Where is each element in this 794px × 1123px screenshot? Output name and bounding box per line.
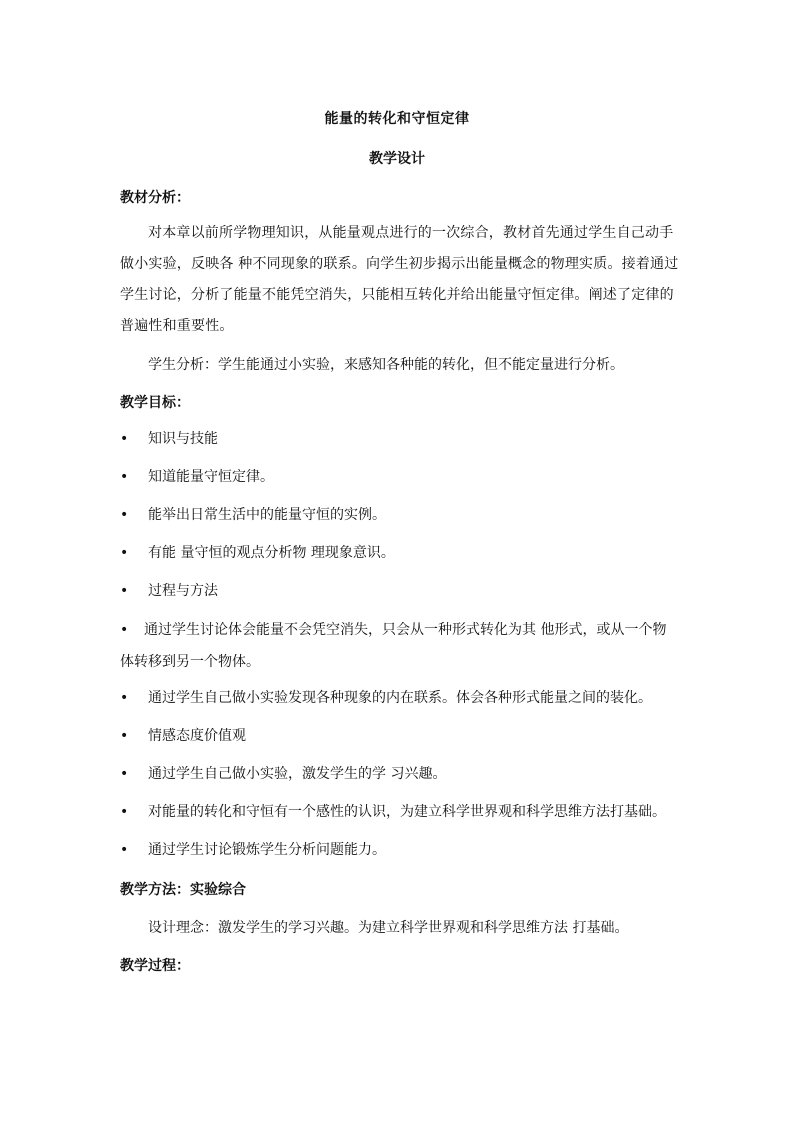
list-item-text: 对能量的转化和守恒有一个感性的认识，为建立科学世界观和科学思维方法打基础。: [148, 804, 666, 820]
paragraph-student-analysis: 学生分析：学生能通过小实验，来感知各种能的转化，但不能定量进行分析。: [148, 357, 624, 373]
list-item: [120, 759, 680, 790]
bullet-icon: •: [120, 766, 129, 782]
bullet-icon: •: [120, 469, 129, 485]
list-item: [120, 797, 680, 828]
list-item-text: 情感态度价值观: [148, 728, 246, 744]
heading-teaching-process: 教学过程：: [120, 958, 190, 974]
bullet-icon: •: [120, 507, 129, 523]
bullet-icon: •: [120, 545, 129, 561]
list-item-text: 知道能量守恒定律。: [148, 469, 274, 485]
list-item: [120, 424, 680, 455]
list-item-text: 通过学生讨论锻炼学生分析问题能力。: [148, 842, 386, 858]
list-item-text: 通过学生自己做小实验发现各种现象的内在联系。体会各种形式能量之间的装化。: [148, 690, 652, 706]
list-item: [120, 576, 680, 607]
bullet-icon: •: [120, 804, 129, 820]
list-item: [120, 683, 680, 714]
list-item-text: 知识与技能: [148, 431, 218, 447]
list-item: [120, 500, 680, 531]
list-item: [120, 835, 680, 866]
list-item-text: 有能 量守恒的观点分析物 理现象意识。: [148, 545, 395, 561]
paragraph-material-analysis: 对本章以前所学物理知识，从能量观点进行的一次综合，教材首先通过学生自己动手做小实验，反映各 种不同现象的联系。向学生初步揭示出能量概念的物理实质。接着通过学生讨论，分析了能量不能凭空消失，只能相互转化并给出能量守恒定律。阐述了定律的普遍性和重要性。: [120, 225, 679, 334]
list-item-text: 能举出日常生活中的能量守恒的实例。: [148, 507, 386, 523]
bullet-icon: •: [120, 622, 129, 638]
bullet-icon: •: [120, 583, 129, 599]
list-item: [120, 538, 680, 569]
list-item: [120, 721, 680, 752]
heading-teaching-method: 教学方法：实验综合: [120, 882, 246, 898]
bullet-icon: •: [120, 690, 129, 706]
bullet-icon: •: [120, 728, 129, 744]
heading-material-analysis: 教材分析：: [120, 190, 190, 206]
heading-teaching-goals: 教学目标：: [120, 395, 190, 411]
document-subtitle: 教学设计: [369, 151, 425, 167]
list-item: [120, 614, 680, 678]
bullet-icon: •: [120, 842, 129, 858]
paragraph-design-concept: 设计理念：激发学生的学习兴趣。为建立科学世界观和科学思维方法 打基础。: [148, 920, 629, 936]
bullet-icon: •: [120, 431, 129, 447]
list-item-text: 通过学生讨论体会能量不会凭空消失，只会从一种形式转化为其 他形式，或从一个物体转移到另一个物体。: [120, 622, 667, 670]
list-item-text: 通过学生自己做小实验，激发学生的学 习兴趣。: [148, 766, 447, 782]
document-title: 能量的转化和守恒定律: [324, 111, 470, 127]
list-item: [120, 462, 680, 493]
list-item-text: 过程与方法: [148, 583, 218, 599]
